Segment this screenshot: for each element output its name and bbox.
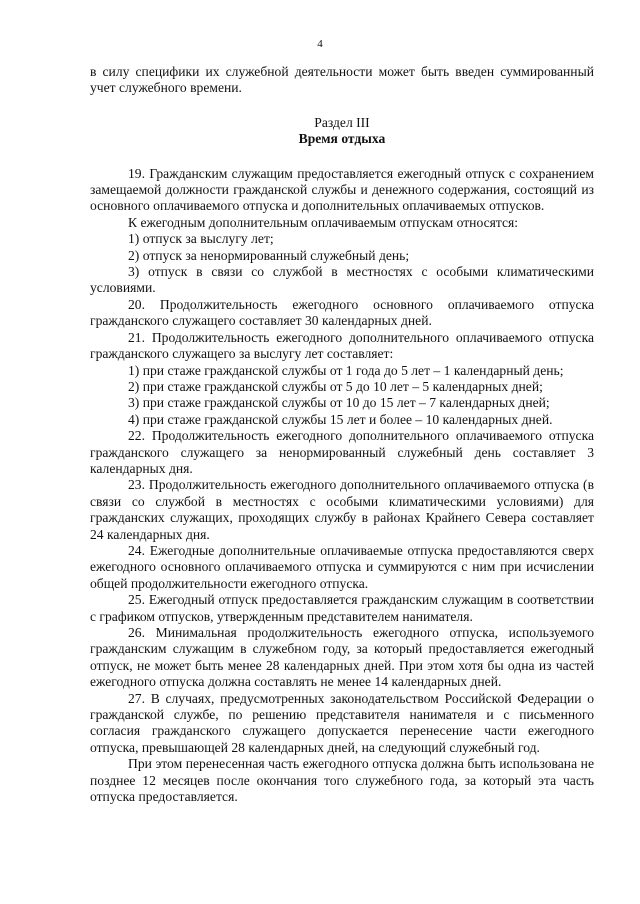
list-item-seniority-leave: 1) отпуск за выслугу лет;	[128, 231, 274, 247]
list-item-service-5-10: 2) при стаже гражданской службы от 5 до 10 лет – 5 календарных дней;	[128, 378, 543, 394]
paragraph-24: 24. Ежегодные дополнительные оплачиваемые отпуска предоставляются сверх ежегодного основного оплачиваемого отпуска и суммируются с ним при исчислении общей продолжительности ежегодного отпуска.	[90, 542, 594, 591]
paragraph-20: 20. Продолжительность ежегодного основного оплачиваемого отпуска гражданского служащего составляет 30 календарных дней.	[90, 296, 594, 329]
list-item-service-1-5: 1) при стаже гражданской службы от 1 года до 5 лет – 1 календарный день;	[128, 362, 564, 378]
section-spacer	[90, 148, 594, 166]
list-item-climate-leave: 3) отпуск в связи со службой в местностях с особыми климатическими условиями.	[90, 264, 594, 296]
page-number: 4	[317, 38, 323, 50]
paragraph-21: 21. Продолжительность ежегодного дополнительного оплачиваемого отпуска гражданского служащего за выслугу лет составляет:	[90, 329, 594, 362]
paragraph-23: 23. Продолжительность ежегодного дополнительного оплачиваемого отпуска (в связи со службой в местностях с особыми климатическими условиями) для гражданских служащих, проходящих службу в районах Крайнего Севера составляет 24 календарных дня.	[90, 477, 594, 542]
section-label: Раздел III	[314, 114, 370, 130]
list-item-service-10-15: 3) при стаже гражданской службы от 10 до 15 лет – 7 календарных дней;	[128, 395, 550, 411]
paragraph-19: 19. Гражданским служащим предоставляется ежегодный отпуск с сохранением замещаемой должности гражданской службы и денежного содержания, состоящий из основного оплачиваемого отпуска и дополнительных оплачиваемых отпусков.	[90, 165, 594, 214]
paragraph-27-continuation: При этом перенесенная часть ежегодного отпуска должна быть использована не позднее 12 месяцев после окончания того служебного года, за который эта часть отпуска предоставляется.	[90, 756, 594, 805]
document-body	[90, 64, 594, 805]
section-title: Время отдыха	[298, 131, 386, 147]
paragraph-27: 27. В случаях, предусмотренных законодательством Российской Федерации о гражданской службе, по решению представителя нанимателя и с письменного согласия гражданского служащего допускается перенесение части ежегодного отпуска, превышающей 28 календарных дней, на следующий служебный год.	[90, 690, 594, 755]
paragraph-26: 26. Минимальная продолжительность ежегодного отпуска, используемого гражданским служащим в служебном году, за который предоставляется ежегодный отпуск, не может быть менее 28 календарных дней. При этом хотя бы одна из частей ежегодного отпуска должна составлять не менее 14 календарных дней.	[90, 625, 594, 690]
section-heading	[90, 115, 594, 148]
intro-paragraph: в силу специфики их служебной деятельности может быть введен суммированный учет служебного времени.	[90, 64, 594, 96]
paragraph-25: 25. Ежегодный отпуск предоставляется гражданским служащим в соответствии с графиком отпусков, утвержденным представителем нанимателя.	[90, 592, 594, 624]
paragraph-22: 22. Продолжительность ежегодного дополнительного оплачиваемого отпуска гражданского служащего за ненормированный служебный день составляет 3 календарных дня.	[90, 428, 594, 476]
list-item-service-15-plus: 4) при стаже гражданской службы 15 лет и более – 10 календарных дней.	[128, 411, 553, 427]
list-item-irregular-day-leave: 2) отпуск за ненормированный служебный день;	[128, 247, 410, 263]
paragraph-additional-leave-intro: К ежегодным дополнительным оплачиваемым отпускам относятся:	[128, 214, 519, 230]
